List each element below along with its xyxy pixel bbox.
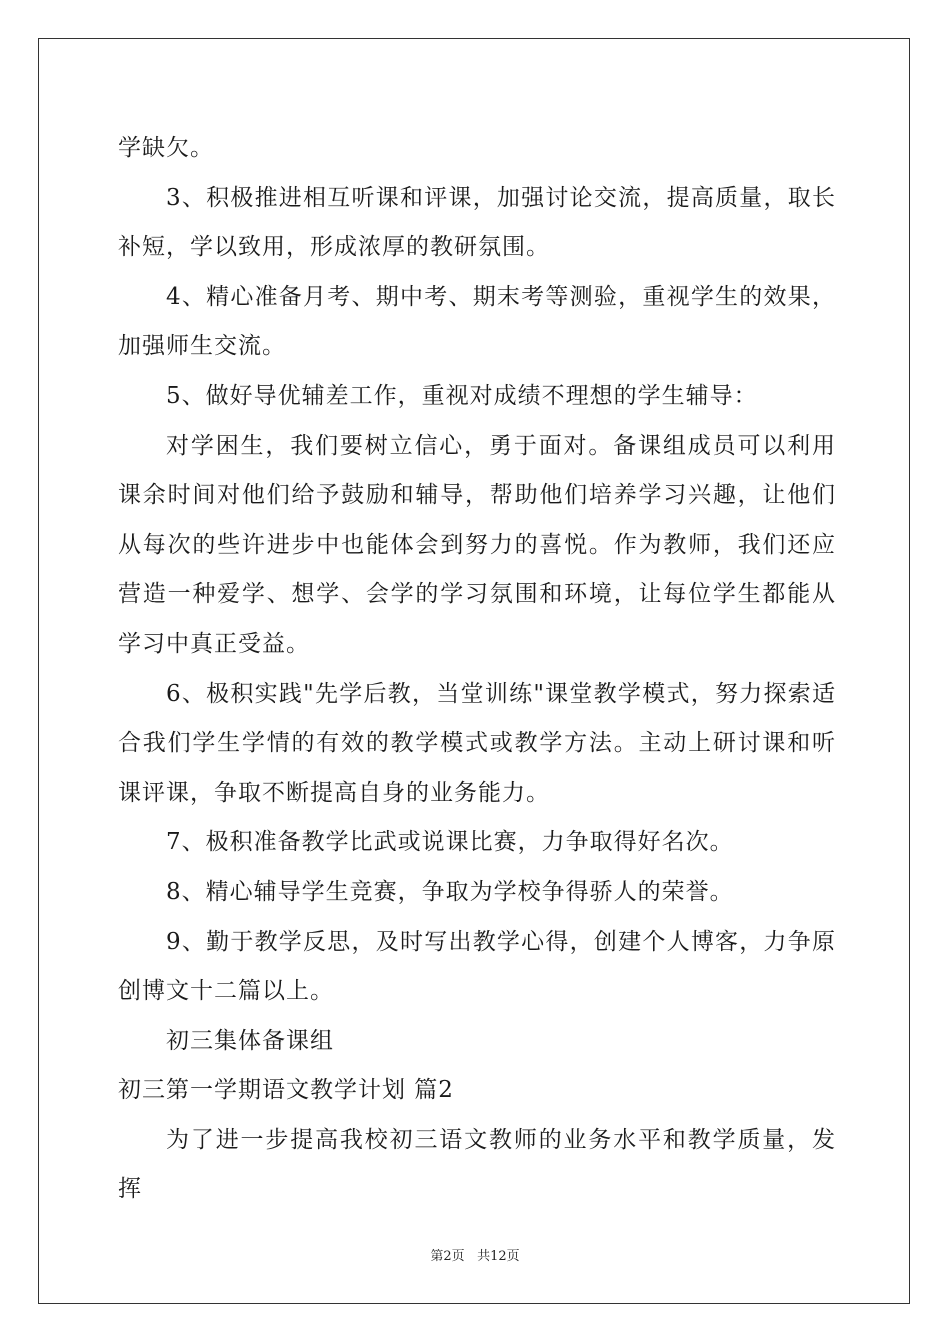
paragraph: 7、极积准备教学比武或说课比赛，力争取得好名次。	[166, 829, 734, 856]
section-heading: 初三第一学期语文教学计划 篇2	[118, 1077, 454, 1104]
paragraph: 学缺欠。	[118, 135, 214, 161]
paragraph: 9、勤于教学反思，及时写出教学心得，创建个人博客，力争原创博文十二篇以上。	[118, 928, 836, 1005]
paragraph: 6、极积实践"先学后教，当堂训练"课堂教学模式，努力探索适合我们学生学情的有效的教学模式或教学方法。主动上研讨课和听课评课，争取不断提高自身的业务能力。	[118, 680, 836, 806]
page-total: 共12页	[477, 1249, 520, 1264]
paragraph: 8、精心辅导学生竞赛，争取为学校争得骄人的荣誉。	[166, 878, 734, 905]
signature-line: 初三集体备课组	[166, 1027, 334, 1054]
paragraph: 3、积极推进相互听课和评课，加强讨论交流，提高质量，取长补短，学以致用，形成浓厚的教研氛围。	[118, 184, 836, 261]
footer-gap	[465, 1249, 477, 1264]
paragraph: 4、精心准备月考、期中考、期末考等测验，重视学生的效果，加强师生交流。	[118, 283, 836, 360]
document-body	[118, 124, 836, 1215]
page-number: 第2页	[430, 1249, 465, 1264]
page-footer	[0, 1245, 950, 1264]
paragraph: 5、做好导优辅差工作，重视对成绩不理想的学生辅导：	[166, 382, 758, 409]
paragraph: 为了进一步提高我校初三语文教师的业务水平和教学质量，发挥	[118, 1126, 836, 1203]
paragraph: 对学困生，我们要树立信心，勇于面对。备课组成员可以利用课余时间对他们给予鼓励和辅导，帮助他们培养学习兴趣，让他们从每次的些许进步中也能体会到努力的喜悦。作为教师，我们还应营造一种爱学、想学、会学的学习氛围和环境，让每位学生都能从学习中真正受益。	[118, 432, 836, 657]
